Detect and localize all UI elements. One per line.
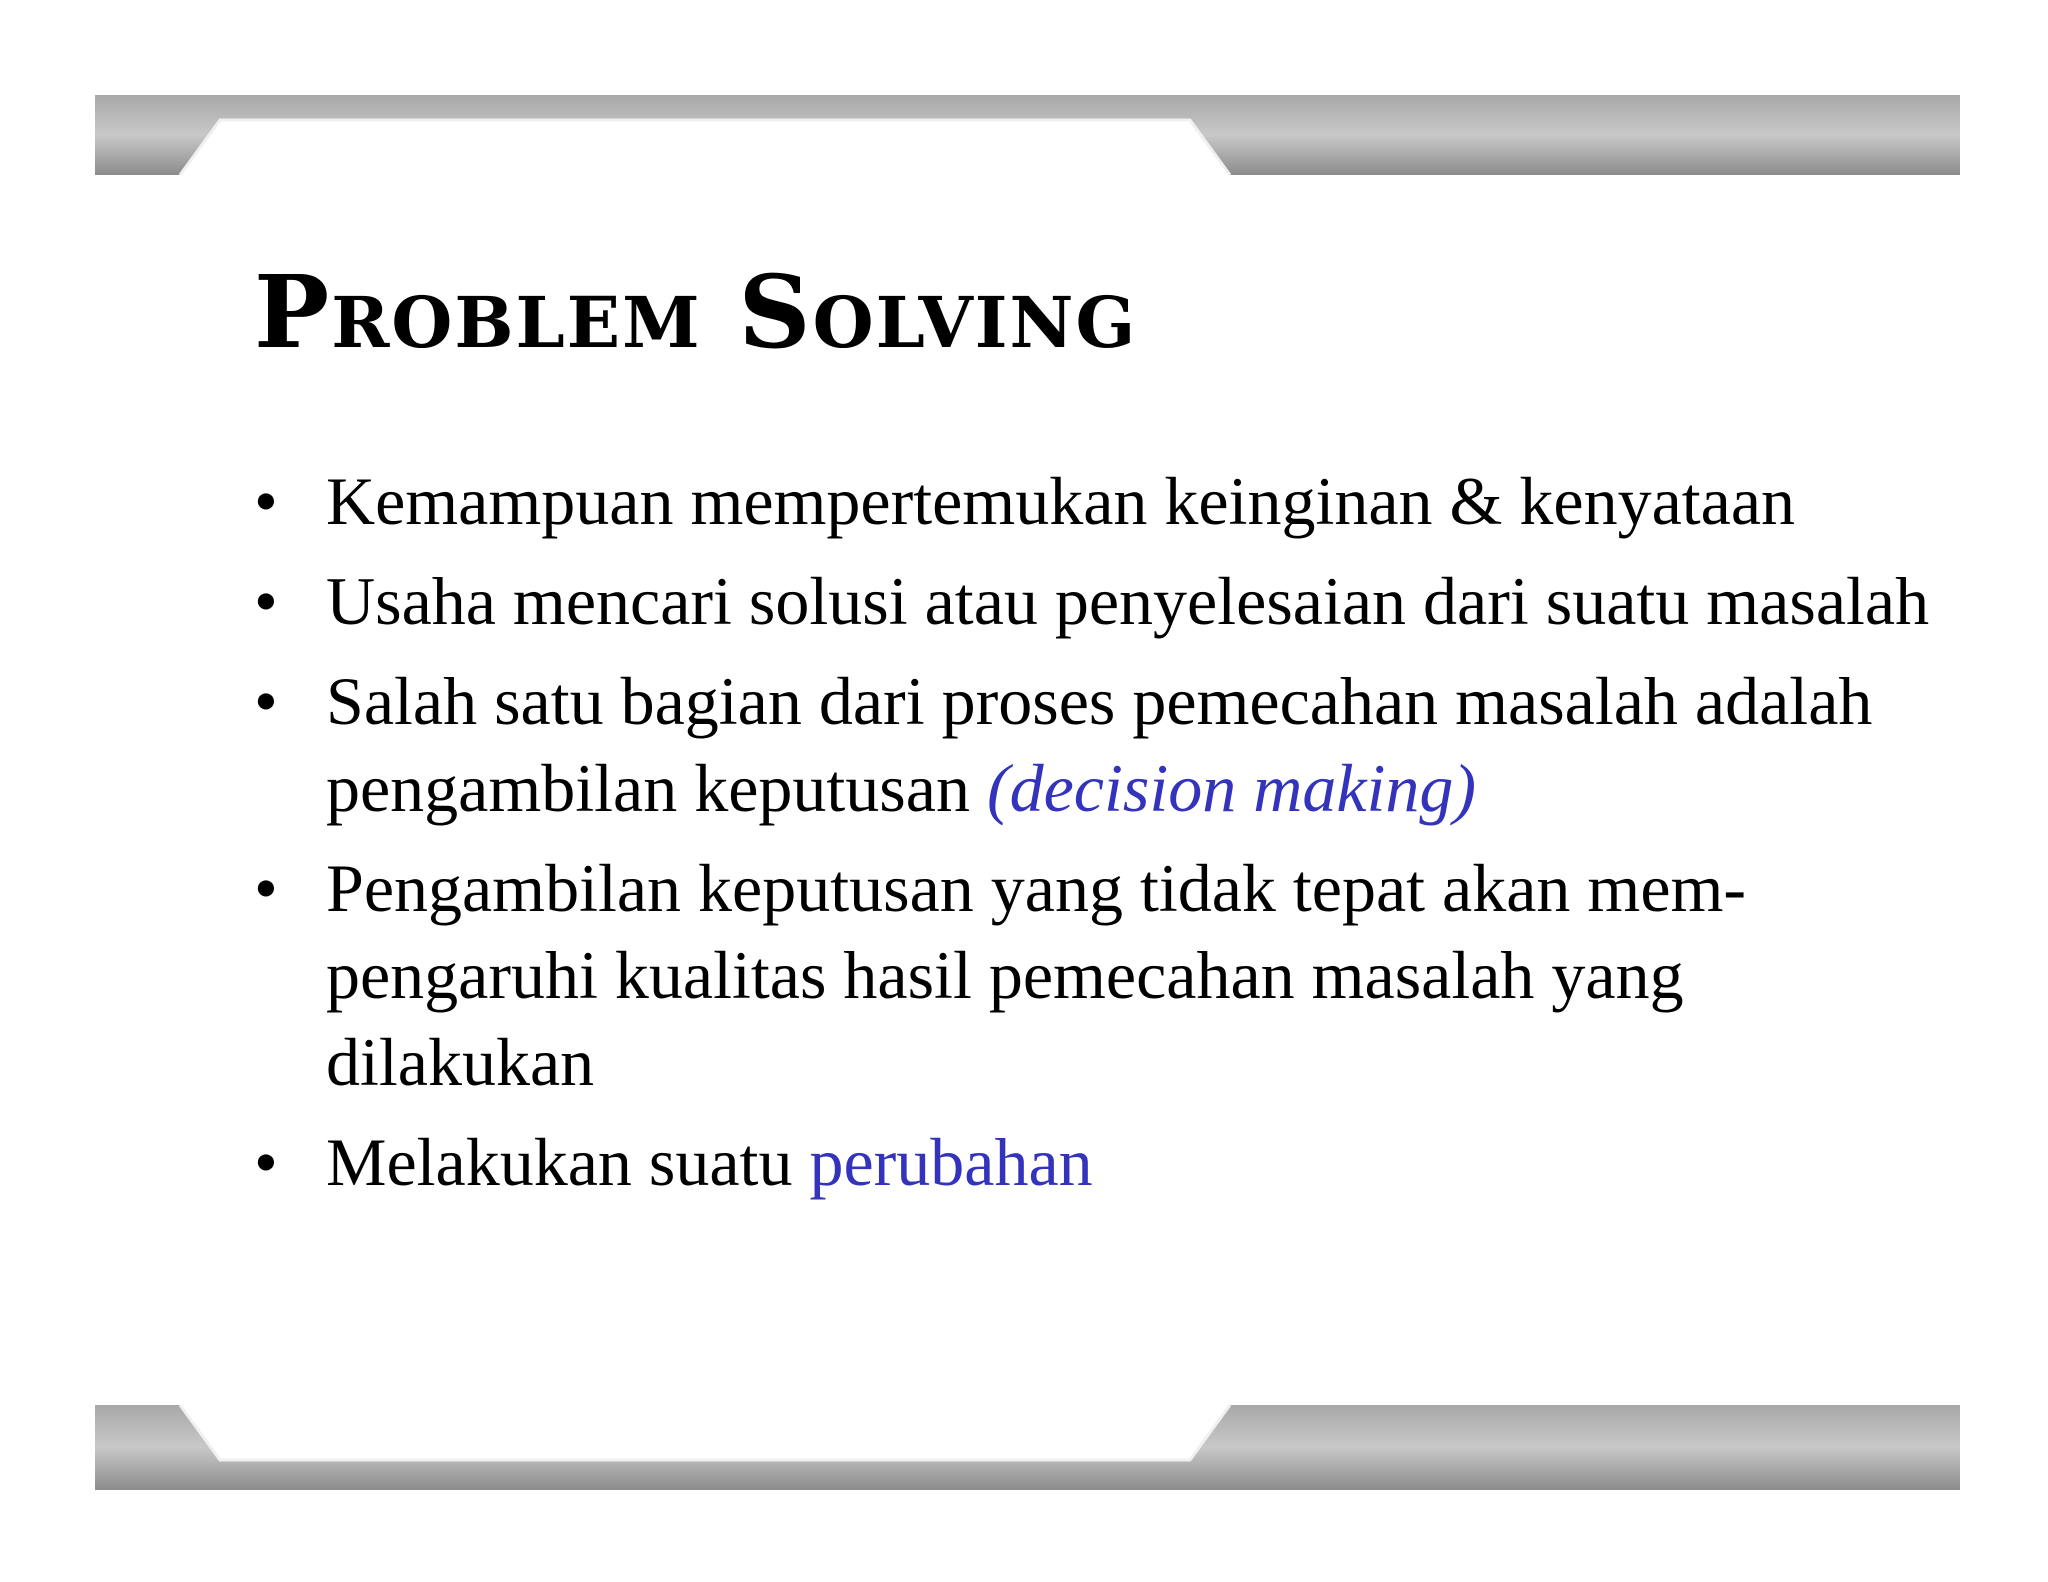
bottom-decorative-band bbox=[0, 1400, 2048, 1500]
bullet-emphasis: perubahan bbox=[809, 1124, 1093, 1200]
bullet-text: Pengambilan keputusan yang tidak tepat akan mem-pengaruhi kualitas hasil pemecahan masalah yang dilakukan bbox=[326, 850, 1747, 1100]
top-decorative-band bbox=[0, 90, 2048, 180]
bullet-dot: • bbox=[254, 1124, 278, 1200]
bullet-item bbox=[254, 845, 1934, 1106]
top-band-shape bbox=[95, 95, 1960, 175]
bullet-text: Salah satu bagian dari proses pemecahan masalah adalah pengambilan keputusan bbox=[326, 663, 1873, 826]
bottom-band-highlight bbox=[180, 1405, 1230, 1460]
bullet-dot: • bbox=[254, 463, 278, 539]
bottom-band-shape bbox=[95, 1405, 1960, 1490]
slide-title: Problem Solving bbox=[254, 253, 1138, 371]
bullet-text: Melakukan suatu bbox=[326, 1124, 810, 1200]
bullet-item bbox=[254, 558, 1934, 645]
bullet-item bbox=[254, 458, 1934, 545]
bullet-dot: • bbox=[254, 663, 278, 739]
bullet-emphasis: (decision making) bbox=[986, 750, 1477, 826]
bullet-dot: • bbox=[254, 850, 278, 926]
bullet-item bbox=[254, 658, 1934, 832]
bullet-text: Usaha mencari solusi atau penyelesaian dari suatu masalah bbox=[326, 563, 1930, 639]
bullet-list bbox=[254, 458, 1934, 1219]
bullet-dot: • bbox=[254, 563, 278, 639]
bullet-text: Kemampuan mempertemukan keinginan & kenyataan bbox=[326, 463, 1796, 539]
bullet-item bbox=[254, 1119, 1934, 1206]
top-band-highlight bbox=[180, 120, 1230, 175]
